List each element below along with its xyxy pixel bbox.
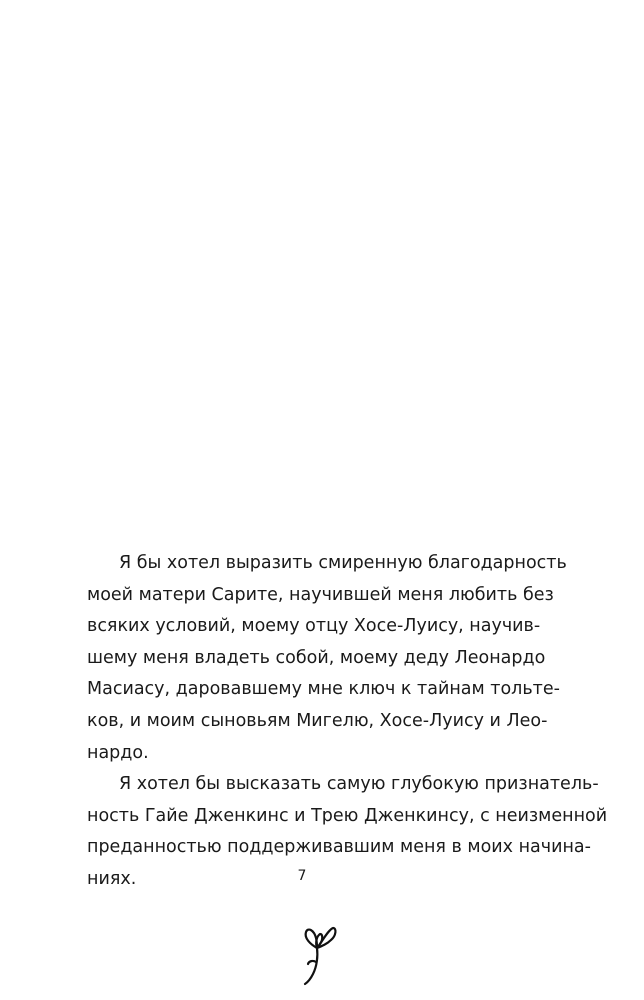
text-line: нардо. [87,742,149,763]
text-line: всяких условий, моему отцу Хосе-Луису, научив- [87,616,541,637]
text-line: шему меня владеть собой, моему деду Леонардо [87,647,546,668]
text-line: моей матери Сарите, научившей меня любить без [87,584,554,605]
text-line: Я хотел бы высказать самую глубокую признатель- [119,774,599,795]
paragraph-1 [87,548,567,769]
acknowledgements-text [87,548,608,896]
text-line: ков, и моим сыновьям Мигелю, Хосе-Луису и Лео- [87,710,548,731]
text-line: ность Гайе Дженкинс и Трею Дженкинсу, с неизменной [87,805,608,826]
text-line: Масиасу, даровавшему мне ключ к тайнам тольте- [87,679,560,700]
page-number: 7 [297,868,307,884]
text-line: преданностью поддерживавшим меня в моих начина- [87,837,591,858]
flower-sprig-icon [296,918,338,990]
text-line: ниях. [87,868,137,889]
text-line: Я бы хотел выразить смиренную благодарность [119,553,567,573]
